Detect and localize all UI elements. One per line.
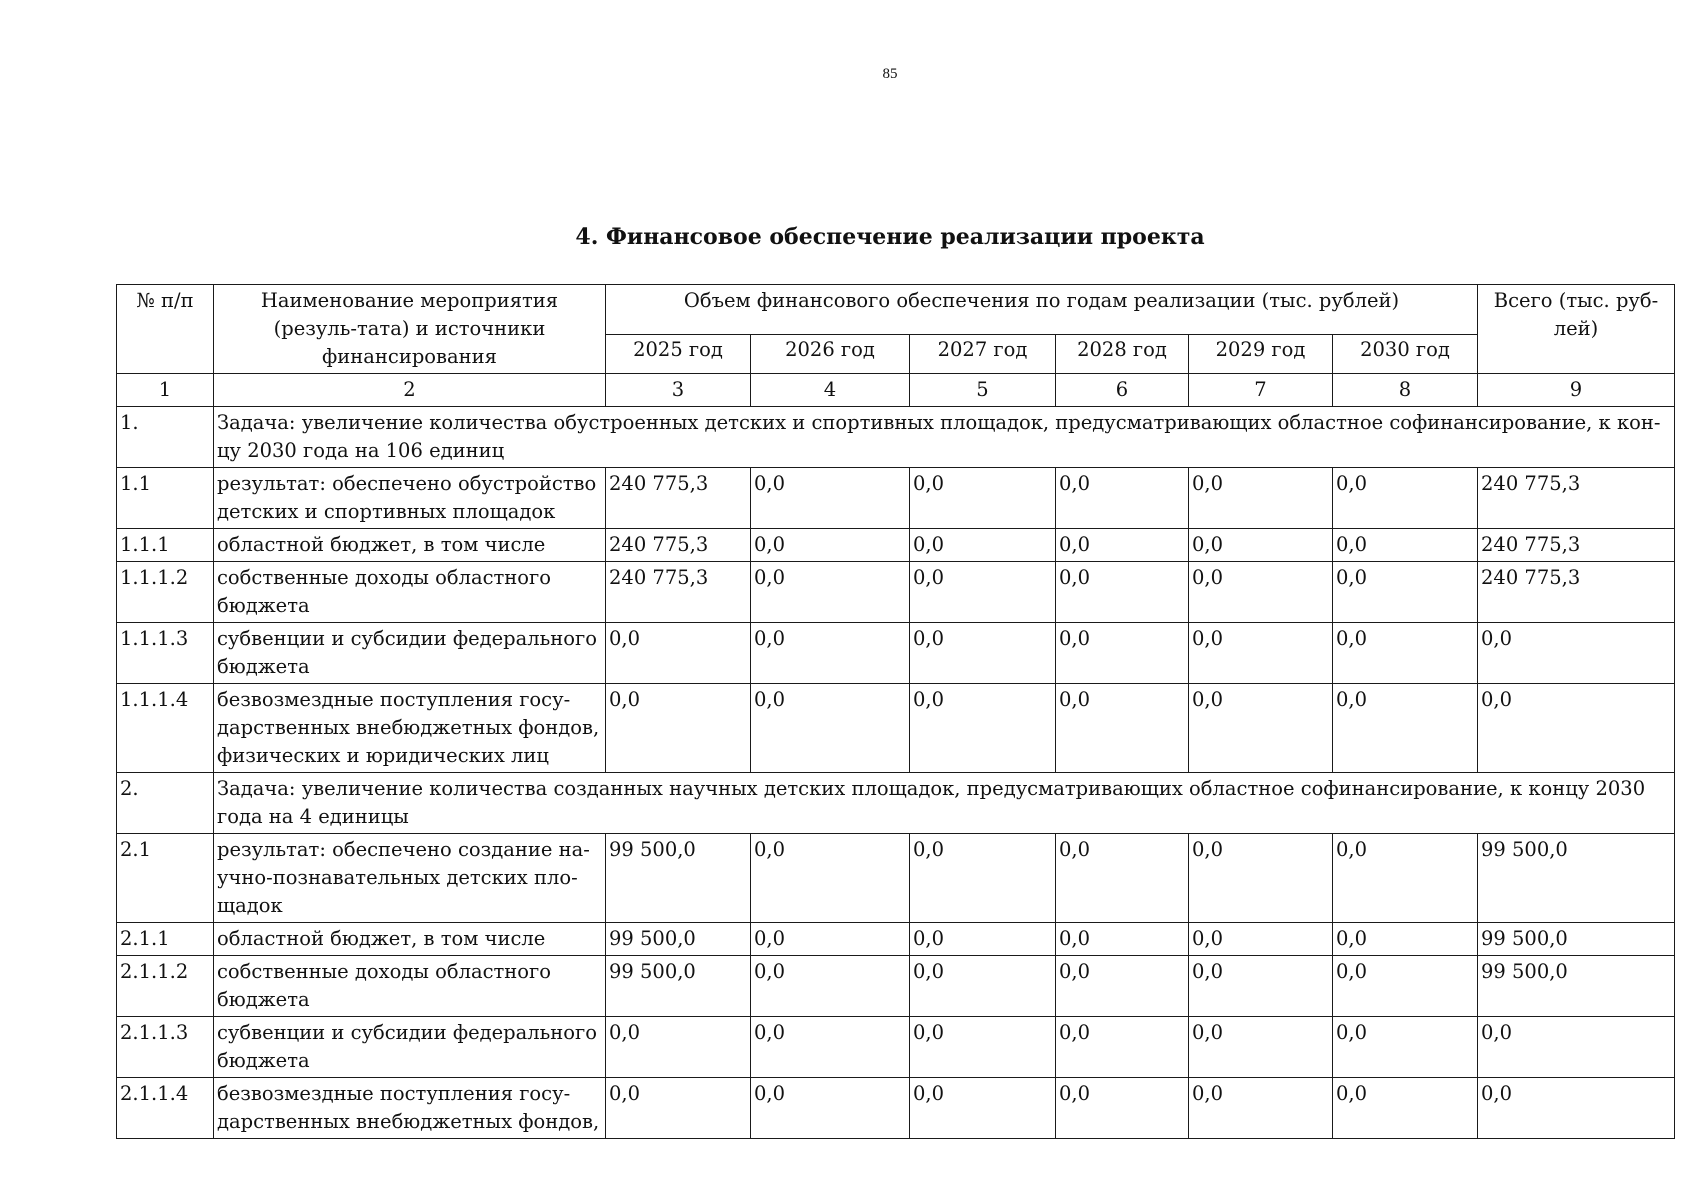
value-cell: 0,0 [1056,923,1189,956]
row-name: собственные доходы областного бюджета [214,562,606,623]
total-cell: 240 775,3 [1478,562,1675,623]
value-cell: 0,0 [1056,684,1189,773]
value-cell: 0,0 [1189,956,1333,1017]
value-cell: 0,0 [1333,468,1478,529]
row-name: безвозмездные поступления госу-дарственных внебюджетных фондов, физических и юридических лиц [214,684,606,773]
value-cell: 0,0 [1189,562,1333,623]
table-row [117,834,1675,923]
column-number: 7 [1189,374,1333,407]
total-cell: 0,0 [1478,1078,1675,1139]
header-volume: Объем финансового обеспечения по годам реализации (тыс. рублей) [606,285,1478,335]
task-text: Задача: увеличение количества обустроенных детских и спортивных площадок, предусматривающих областное софинансирование, к кон-цу 2030 года на 106 единиц [214,407,1675,468]
header-name: Наименование мероприятия (резуль-тата) и источники финансирования [214,285,606,374]
row-number: 1.1 [117,468,214,529]
total-cell: 0,0 [1478,623,1675,684]
table-row [117,562,1675,623]
column-number: 6 [1056,374,1189,407]
column-number: 4 [751,374,910,407]
value-cell: 0,0 [1056,834,1189,923]
task-number: 2. [117,773,214,834]
value-cell: 0,0 [1333,1017,1478,1078]
value-cell: 0,0 [1333,623,1478,684]
value-cell: 0,0 [606,623,751,684]
value-cell: 240 775,3 [606,468,751,529]
column-number: 8 [1333,374,1478,407]
value-cell: 0,0 [910,923,1056,956]
value-cell: 0,0 [1333,834,1478,923]
value-cell: 240 775,3 [606,529,751,562]
column-number: 3 [606,374,751,407]
header-year: 2030 год [1333,335,1478,374]
value-cell: 0,0 [910,1078,1056,1139]
header-num: № п/п [117,285,214,374]
row-number: 1.1.1.4 [117,684,214,773]
value-cell: 0,0 [1333,923,1478,956]
value-cell: 0,0 [1056,529,1189,562]
value-cell: 0,0 [606,684,751,773]
row-number: 2.1.1 [117,923,214,956]
task-row [117,407,1675,468]
value-cell: 0,0 [910,468,1056,529]
value-cell: 0,0 [1333,684,1478,773]
financing-table [116,284,1675,1139]
section-title: 4. Финансовое обеспечение реализации проекта [575,224,1205,250]
value-cell: 0,0 [1333,1078,1478,1139]
total-cell: 99 500,0 [1478,923,1675,956]
row-number: 2.1.1.4 [117,1078,214,1139]
value-cell: 0,0 [1056,623,1189,684]
value-cell: 0,0 [751,684,910,773]
value-cell: 0,0 [1056,562,1189,623]
row-name: безвозмездные поступления госу-дарственных внебюджетных фондов, [214,1078,606,1139]
total-cell: 240 775,3 [1478,468,1675,529]
value-cell: 0,0 [606,1017,751,1078]
row-name: областной бюджет, в том числе [214,923,606,956]
total-cell: 0,0 [1478,684,1675,773]
table-row [117,956,1675,1017]
row-name: результат: обеспечено обустройство детских и спортивных площадок [214,468,606,529]
row-name: субвенции и субсидии федерального бюджета [214,623,606,684]
value-cell: 0,0 [910,834,1056,923]
value-cell: 0,0 [910,529,1056,562]
value-cell: 99 500,0 [606,956,751,1017]
header-year: 2027 год [910,335,1056,374]
value-cell: 0,0 [751,623,910,684]
value-cell: 0,0 [1056,956,1189,1017]
column-number: 9 [1478,374,1675,407]
table-row [117,529,1675,562]
value-cell: 0,0 [1189,1078,1333,1139]
value-cell: 0,0 [910,684,1056,773]
value-cell: 0,0 [1189,834,1333,923]
value-cell: 0,0 [1189,623,1333,684]
value-cell: 0,0 [1056,1078,1189,1139]
table-row [117,468,1675,529]
column-number: 5 [910,374,1056,407]
value-cell: 0,0 [910,562,1056,623]
value-cell: 0,0 [910,623,1056,684]
value-cell: 0,0 [1189,684,1333,773]
total-cell: 99 500,0 [1478,834,1675,923]
header-year: 2026 год [751,335,910,374]
value-cell: 0,0 [751,956,910,1017]
table-row [117,1017,1675,1078]
total-cell: 0,0 [1478,1017,1675,1078]
value-cell: 0,0 [1189,529,1333,562]
value-cell: 0,0 [751,562,910,623]
value-cell: 0,0 [910,956,1056,1017]
row-number: 1.1.1 [117,529,214,562]
column-number: 2 [214,374,606,407]
value-cell: 0,0 [751,923,910,956]
total-cell: 240 775,3 [1478,529,1675,562]
column-number: 1 [117,374,214,407]
row-name: результат: обеспечено создание на-учно-познавательных детских пло-щадок [214,834,606,923]
value-cell: 0,0 [1056,468,1189,529]
value-cell: 0,0 [1333,562,1478,623]
value-cell: 99 500,0 [606,923,751,956]
value-cell: 240 775,3 [606,562,751,623]
row-number: 1.1.1.3 [117,623,214,684]
table-row [117,684,1675,773]
value-cell: 0,0 [1056,1017,1189,1078]
value-cell: 0,0 [910,1017,1056,1078]
table-row [117,923,1675,956]
header-year: 2028 год [1056,335,1189,374]
row-number: 2.1 [117,834,214,923]
value-cell: 0,0 [751,468,910,529]
table-row [117,1078,1675,1139]
task-row [117,773,1675,834]
value-cell: 0,0 [751,1017,910,1078]
header-year: 2029 год [1189,335,1333,374]
total-cell: 99 500,0 [1478,956,1675,1017]
row-name: субвенции и субсидии федерального бюджета [214,1017,606,1078]
value-cell: 0,0 [751,834,910,923]
value-cell: 0,0 [751,529,910,562]
header-year: 2025 год [606,335,751,374]
value-cell: 0,0 [751,1078,910,1139]
table-row [117,623,1675,684]
row-number: 2.1.1.3 [117,1017,214,1078]
value-cell: 0,0 [1189,923,1333,956]
value-cell: 0,0 [1189,1017,1333,1078]
row-number: 2.1.1.2 [117,956,214,1017]
row-name: собственные доходы областного бюджета [214,956,606,1017]
header-total: Всего (тыс. руб-лей) [1478,285,1675,374]
task-text: Задача: увеличение количества созданных научных детских площадок, предусматривающих областное софинансирование, к концу 2030 года на 4 единицы [214,773,1675,834]
value-cell: 0,0 [1189,468,1333,529]
value-cell: 0,0 [606,1078,751,1139]
row-name: областной бюджет, в том числе [214,529,606,562]
value-cell: 99 500,0 [606,834,751,923]
row-number: 1.1.1.2 [117,562,214,623]
page-number: 85 [882,66,898,82]
value-cell: 0,0 [1333,529,1478,562]
value-cell: 0,0 [1333,956,1478,1017]
task-number: 1. [117,407,214,468]
